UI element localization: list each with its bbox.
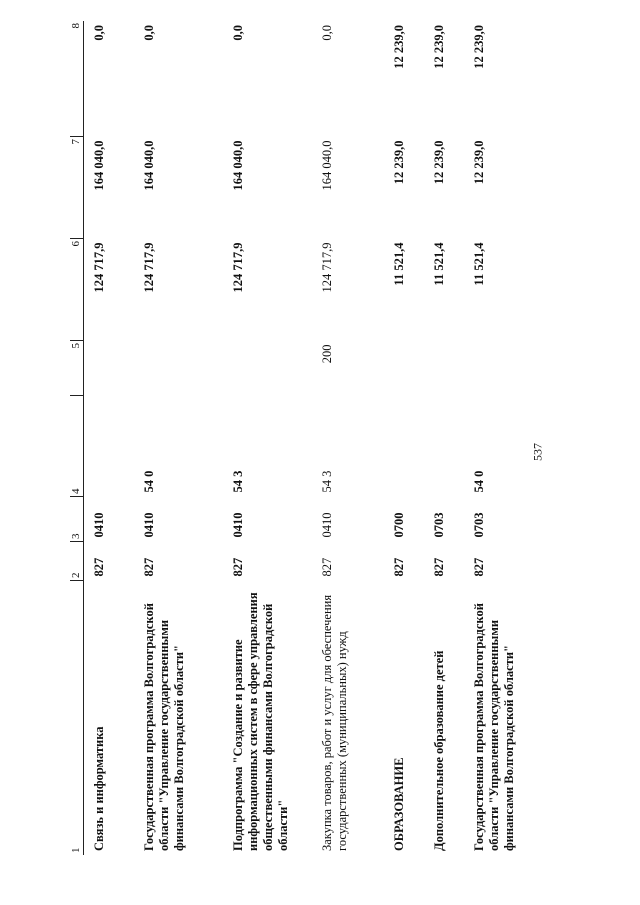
cell-col-8: 0,0 [142,25,157,41]
cell-col-8: 12 239,0 [472,25,487,69]
row-name: Связь и информатика [92,726,107,851]
cell-col-2: 827 [472,557,487,577]
cell-col-3: 0703 [432,512,447,538]
column-header-row [70,21,84,855]
cell-col-7: 164 040,0 [142,140,157,191]
cell-col-5 [384,341,424,396]
cell-col-2: 827 [392,557,407,577]
cell-col-5 [223,341,312,396]
cell-col-3: 0410 [92,512,107,538]
cell-col-8: 12 239,0 [392,25,407,69]
budget-table [70,21,553,855]
cell-col-6: 11 521,4 [432,242,447,286]
cell-col-3: 0703 [472,512,487,538]
cell-col-6: 11 521,4 [472,242,487,286]
column-header-2: 2 [70,542,84,581]
page-number: 537 [530,443,545,461]
cell-col-7: 164 040,0 [320,140,335,191]
cell-col-4: 54 0 [142,470,157,493]
table-row [223,21,312,855]
cell-col-4: 54 3 [320,470,335,493]
cell-col-5 [424,341,464,396]
cell-col-7: 12 239,0 [472,140,487,185]
column-header-3: 3 [70,497,84,542]
cell-col-7: 164 040,0 [231,140,246,191]
cell-col-8: 12 239,0 [432,25,447,69]
cell-col-6: 124 717,9 [231,242,246,293]
cell-col-5 [84,341,135,396]
column-header-5: 5 [70,341,84,396]
table-row [312,21,384,855]
cell-col-6: 11 521,4 [392,242,407,286]
row-name: Государственная программа Волгоградской области "Управление государственными финансами Волгоградской области" [472,603,517,851]
table-row [424,21,464,855]
column-header-4: 4 [70,396,84,497]
cell-col-4: 54 3 [231,470,246,493]
cell-col-3: 0410 [142,512,157,538]
row-name: Закупка товаров, работ и услуг для обеспечения государственных (муниципальных) нужд [320,594,350,851]
cell-col-6: 124 717,9 [92,242,107,293]
cell-col-6: 124 717,9 [320,242,335,293]
row-name: Государственная программа Волгоградской области "Управление государственными финансами Волгоградской области" [142,603,187,851]
column-header-7: 7 [70,137,84,239]
cell-col-8: 0,0 [320,25,335,41]
cell-col-5: 200 [320,344,335,364]
table-row [464,21,553,855]
column-header-1: 1 [70,581,84,856]
cell-col-3: 0700 [392,512,407,538]
cell-col-4 [424,396,464,497]
cell-col-3: 0410 [320,512,335,538]
cell-col-7: 164 040,0 [92,140,107,191]
table-row [134,21,223,855]
cell-col-4 [84,396,135,497]
cell-col-2: 827 [320,557,335,577]
cell-col-4 [384,396,424,497]
cell-col-2: 827 [432,557,447,577]
cell-col-2: 827 [142,557,157,577]
cell-col-7: 12 239,0 [432,140,447,185]
cell-col-2: 827 [92,557,107,577]
cell-col-6: 124 717,9 [142,242,157,293]
row-name: Дополнительное образование детей [432,650,447,851]
cell-col-8: 0,0 [231,25,246,41]
cell-col-3: 0410 [231,512,246,538]
table-row [84,21,135,855]
column-header-8: 8 [70,21,84,137]
table-row [384,21,424,855]
cell-col-4: 54 0 [472,470,487,493]
row-name: Подпрограмма "Создание и развитие информационных систем в сфере управления общественными финансами Волгоградской области" [231,592,291,851]
cell-col-2: 827 [231,557,246,577]
cell-col-5 [464,341,553,396]
row-name: ОБРАЗОВАНИЕ [392,757,407,851]
cell-col-8: 0,0 [92,25,107,41]
column-header-6: 6 [70,239,84,341]
cell-col-7: 12 239,0 [392,140,407,185]
rotated-table-container [70,23,530,855]
cell-col-5 [134,341,223,396]
